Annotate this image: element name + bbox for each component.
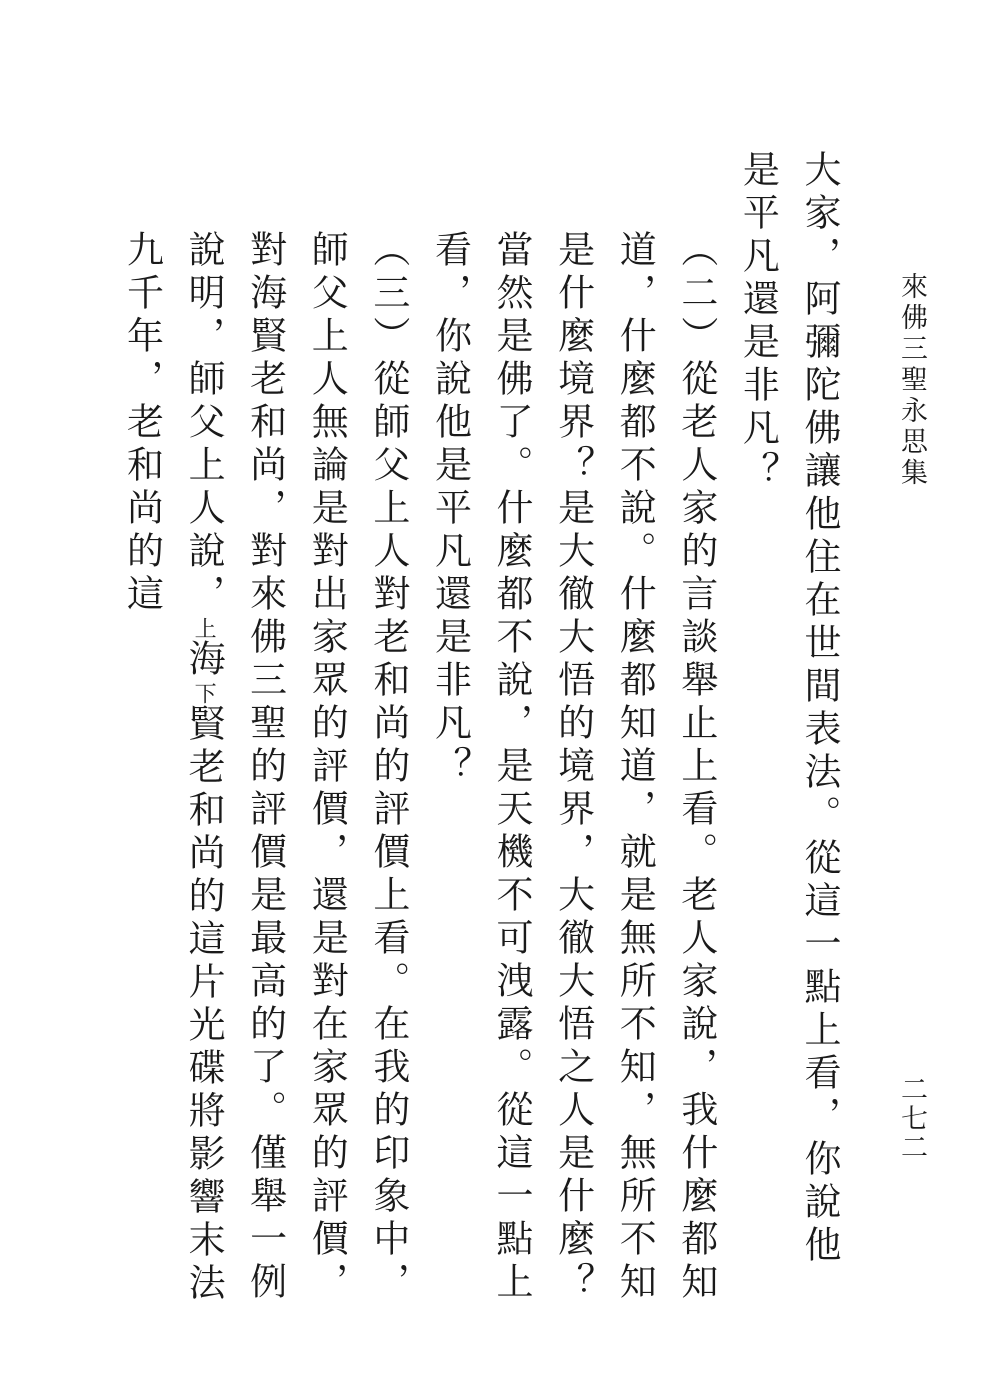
paragraph-1: 大家，阿彌陀佛讓他住在世間表法。從這一點上看，你說他是平凡還是非凡？ bbox=[736, 150, 841, 1268]
paragraph-3 bbox=[111, 230, 419, 1310]
paragraph-3-text-before: （三）從師父上人對老和尚的評價上看。在我的印象中，師父上人無論是對出家眾的評價，還是對在家眾的評價，對海賢老和尚，對來佛三聖的評價是最高的了。僅舉一例說明，師父上人說， bbox=[182, 230, 410, 1305]
paragraph-2: （二）從老人家的言談舉止上看。老人家說，我什麼都知道，什麼都不說。什麼都知道，就是無所不知，無所不知是什麼境界？是大徹大悟的境界，大徹大悟之人是什麼？當然是佛了。什麼都不說，是天機不可洩露。從這一點上看，你說他是平凡還是非凡？ bbox=[428, 230, 718, 1305]
paragraph-3-text-mid: 海 bbox=[182, 639, 226, 682]
book-title: 來佛三聖永思集 bbox=[896, 272, 927, 489]
inline-note-upper: 上 bbox=[191, 617, 217, 639]
inline-note-lower: 下 bbox=[191, 682, 217, 704]
paragraph-3-text-after: 賢老和尚的這片光碟將影響末法九千年，老和尚的這 bbox=[120, 230, 226, 1306]
body-text bbox=[111, 150, 850, 1310]
page-number: 二七二 bbox=[896, 1075, 927, 1162]
